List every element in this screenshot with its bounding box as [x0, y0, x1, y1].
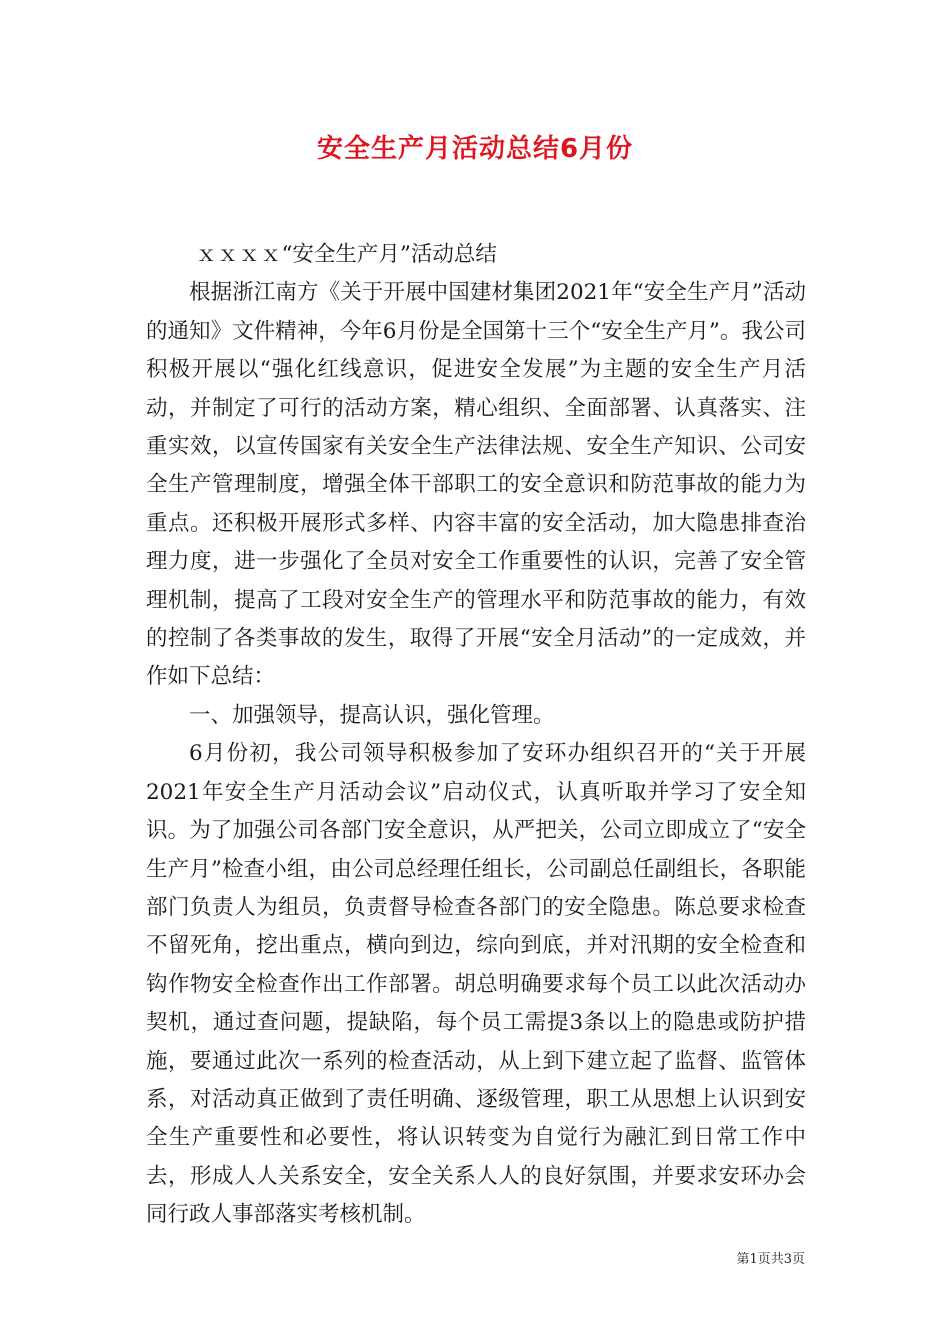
document-subtitle: ｘｘｘｘ“安全生产月”活动总结 — [195, 242, 497, 267]
document-title: 安全生产月活动总结6月份 — [316, 134, 634, 164]
page-number-footer: 第1页共3页 — [736, 1252, 805, 1267]
paragraph-section-1: 6月份初，我公司领导积极参加了安环办组织召开的“关于开展2021年安全生产月活动会议”启动仪式，认真听取并学习了安全知识。为了加强公司各部门安全意识，从严把关，公司立即成立了“安全生产月”检查小组，由公司总经理任组长，公司副总任副组长，各职能部门负责人为组员，负责督导检查各部门的安全隐患。陈总要求检查不留死角，挖出重点，横向到边，综向到底，并对汛期的安全检查和钩作物安全检查作出工作部署。胡总明确要求每个员工以此次活动办契机，通过查问题，提缺陷，每个员工需提3条以上的隐患或防护措施，要通过此次一系列的检查活动，从上到下建立起了监督、监管体系，对活动真正做到了责任明确、逐级管理，职工从思想上认识到安全生产重要性和必要性，将认识转变为自觉行为融汇到日常工作中去，形成人人关系安全，安全关系人人的良好氛围，并要求安环办会同行政人事部落实考核机制。 — [146, 741, 806, 1228]
document-body — [146, 236, 806, 1235]
section-heading-1: 一、加强领导，提高认识，强化管理。 — [189, 702, 555, 728]
paragraph-intro: 根据浙江南方《关于开展中国建材集团2021年“安全生产月”活动的通知》文件精神，今年6月份是全国第十三个“安全生产月”。我公司积极开展以“强化红线意识，促进安全发展”为主题的安全生产月活动，并制定了可行的活动方案，精心组织、全面部署、认真落实、注重实效，以宣传国家有关安全生产法律法规、安全生产知识、公司安全生产管理制度，增强全体干部职工的安全意识和防范事故的能力为重点。还积极开展形式多样、内容丰富的安全活动，加大隐患排查治理力度，进一步强化了全员对安全工作重要性的认识，完善了安全管理机制，提高了工段对安全生产的管理水平和防范事故的能力，有效的控制了各类事故的发生，取得了开展“安全月活动”的一定成效，并作如下总结： — [146, 280, 806, 690]
